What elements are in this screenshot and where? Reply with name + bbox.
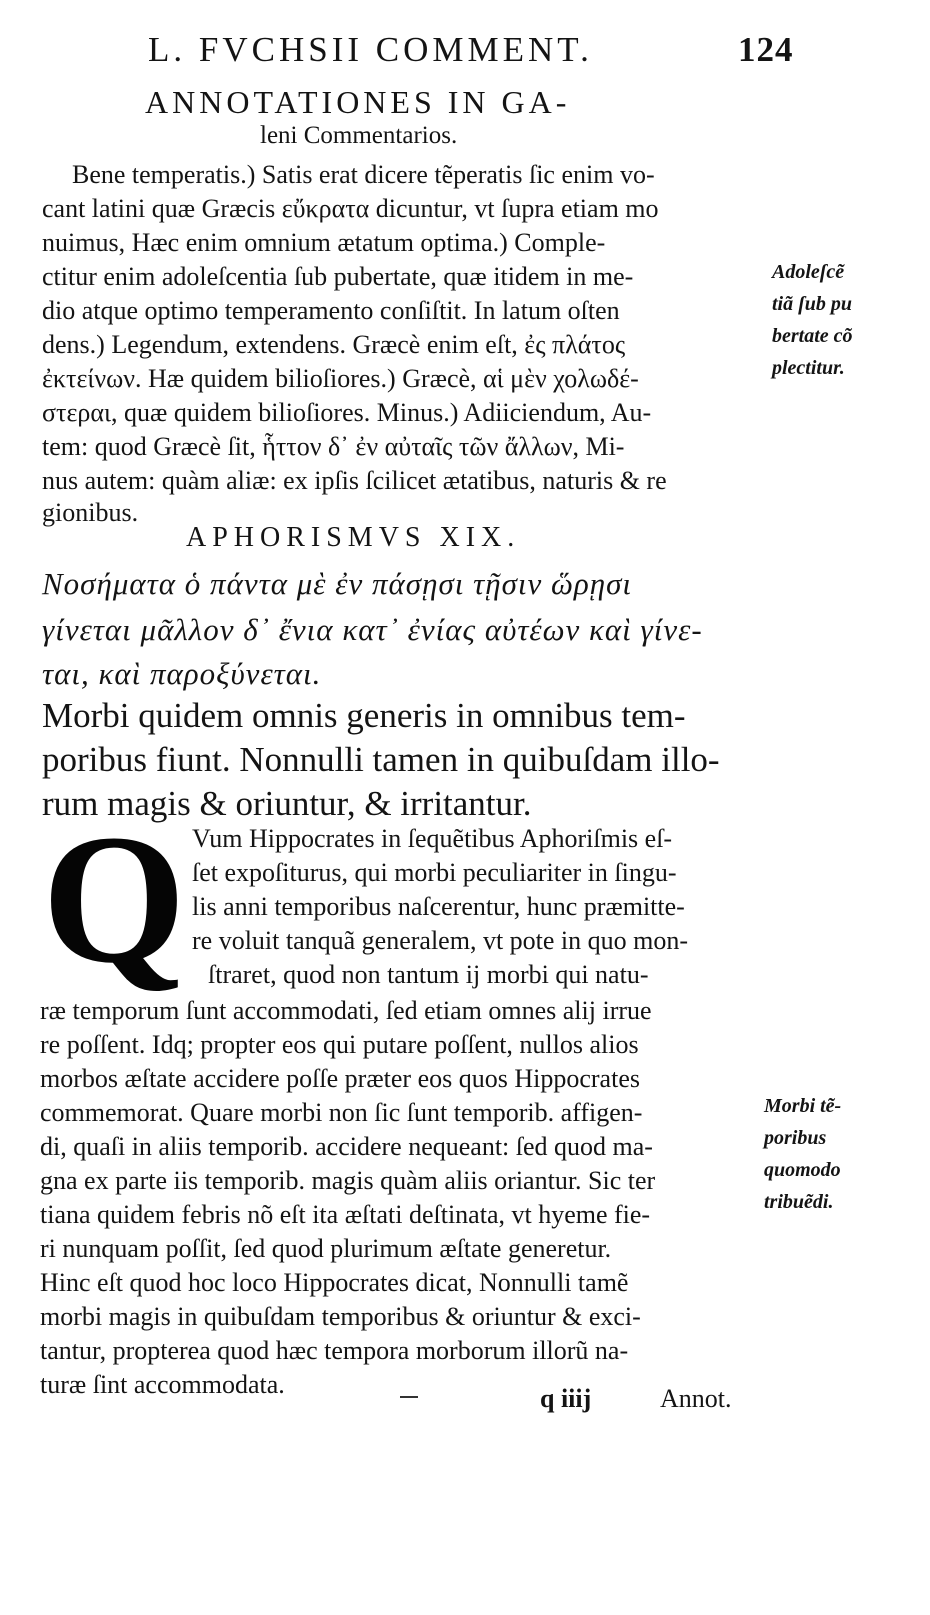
text-line: morbos æſtate accidere poſſe præter eos quos Hippocrates [40, 1064, 640, 1093]
greek-line: Νοσήματα ὁ πάντα μὲ ἐν πάσῃσι τῇσιν ὥρῃσι [42, 566, 633, 601]
margin-note-line: plectitur. [772, 357, 845, 379]
text-line: lis anni temporibus naſcerentur, hunc præmitte- [192, 892, 685, 921]
margin-note-line: bertate cõ [772, 325, 853, 347]
margin-note-line: Adoleſcẽ [772, 261, 845, 283]
section-title-line-2: leni Commentarios. [260, 122, 458, 149]
text-line: Hinc eſt quod hoc loco Hippocrates dicat, Nonnulli tamẽ [40, 1268, 629, 1297]
text-line: Vum Hippocrates in ſequẽtibus Aphoriſmis eſ- [192, 824, 673, 853]
latin-line: poribus fiunt. Nonnulli tamen in quibuſdam illo- [42, 740, 720, 779]
text-line: cant latini quæ Græcis εὔκρατα dicuntur, vt ſupra etiam mo [42, 194, 659, 223]
text-line: ſet expoſiturus, qui morbi peculiariter in ſingu- [192, 858, 677, 887]
text-line: nus autem: quàm aliæ: ex ipſis ſcilicet ætatibus, naturis & re [42, 466, 667, 495]
text-line: ſtraret, quod non tantum ij morbi qui natu- [208, 960, 649, 989]
text-line: commemorat. Quare morbi non ſic ſunt temporib. affigen- [40, 1098, 643, 1127]
dropcap-letter: Q [42, 797, 186, 1002]
text-line: tantur, propterea quod hæc tempora morborum illorũ na- [40, 1336, 629, 1365]
text-line: gionibus. [42, 498, 139, 527]
text-line: ræ temporum ſunt accommodati, ſed etiam omnes alij irrue [40, 996, 652, 1025]
text-line: dio atque optimo temperamento conſiſtit. In latum oſten [42, 296, 620, 325]
aphorism-title: APHORISMVS XIX. [186, 522, 521, 553]
text-line: di, quaſi in aliis temporib. accidere nequeant: ſed quod ma- [40, 1132, 653, 1161]
text-line: re poſſent. Idq; propter eos qui putare poſſent, nullos alios [40, 1030, 639, 1059]
latin-line: rum magis & oriuntur, & irritantur. [42, 784, 532, 823]
latin-line: Morbi quidem omnis generis in omnibus tem- [42, 696, 686, 735]
text-line: Bene temperatis.) Satis erat dicere tẽperatis ſic enim vo- [72, 160, 655, 189]
text-line: tem: quod Græcè ſit, ἧττον δ᾽ ἐν αὐταῖς τῶν ἄλλων, Mi- [42, 432, 625, 461]
catchword: Annot. [660, 1384, 732, 1413]
folio-number: 124 [738, 30, 794, 69]
text-line: morbi magis in quibuſdam temporibus & oriuntur & exci- [40, 1302, 641, 1331]
margin-note-line: tribuẽdi. [764, 1191, 834, 1213]
margin-note-line: Morbi tẽ- [764, 1095, 842, 1117]
text-line: nuimus, Hæc enim omnium ætatum optima.) Comple- [42, 228, 606, 257]
text-line: dens.) Legendum, extendens. Græcè enim eſt, ἐς πλάτος [42, 330, 626, 359]
running-title: L. FVCHSII COMMENT. [148, 30, 593, 69]
text-line: tiana quidem febris nõ eſt ita æſtati deſtinata, vt hyeme fie- [40, 1200, 651, 1229]
margin-note-line: quomodo [764, 1159, 841, 1181]
text-line: στεραι, quæ quidem bilioſiores. Minus.) Adiiciendum, Au- [42, 398, 652, 427]
margin-note-line: tiã ſub pu [772, 293, 853, 315]
signature-mark: q iiij [540, 1384, 592, 1413]
greek-line: ται, καὶ παροξύνεται. [42, 656, 322, 691]
footer-ornament [400, 1396, 418, 1398]
greek-line: γίνεται μᾶλλον δ᾽ ἔνια κατ᾽ ἐνίας αὐτέων καὶ γίνε- [42, 612, 703, 647]
section-title-line-1: ANNOTATIONES IN GA- [145, 84, 571, 120]
text-line: ri nunquam poſſit, ſed quod plurimum æſtate generetur. [40, 1234, 612, 1263]
text-line: re voluit tanquã generalem, vt pote in quo mon- [192, 926, 689, 955]
margin-note-line: poribus [764, 1127, 827, 1149]
text-line: ctitur enim adoleſcentia ſub pubertate, quæ itidem in me- [42, 262, 634, 291]
text-line: gna ex parte iis temporib. magis quàm aliis oriantur. Sic ter [40, 1166, 656, 1195]
text-line: turæ ſint accommodata. [40, 1370, 285, 1399]
text-line: ἐκτείνων. Hæ quidem bilioſiores.) Græcè, αἱ μὲν χολωδέ- [42, 364, 639, 393]
